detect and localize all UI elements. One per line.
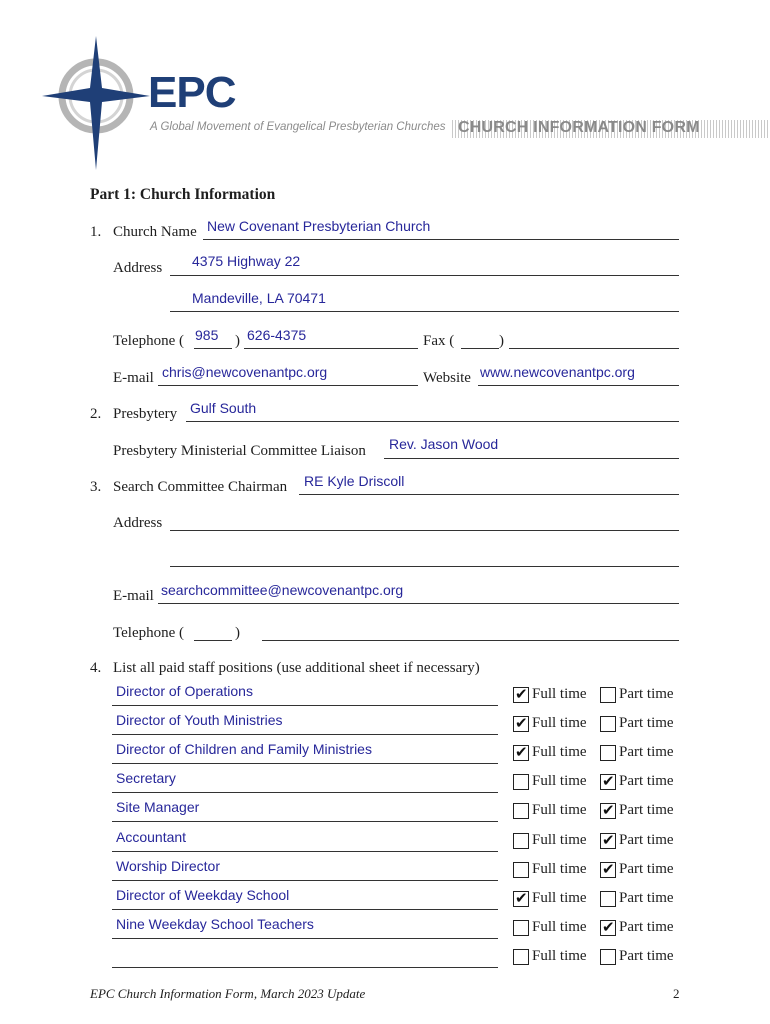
full-time-label: Full time [532,744,587,760]
q3-number: 3. [90,479,102,495]
committee-address-line-2[interactable] [170,566,679,567]
church-name-line [203,239,679,240]
full-time-label: Full time [532,832,587,848]
part-time-label: Part time [619,861,674,877]
staff-position-line [112,734,498,735]
presbytery-field[interactable]: Gulf South [190,400,257,416]
church-name-label: Church Name [113,224,197,240]
part-time-label: Part time [619,744,674,760]
part-time-checkbox[interactable] [600,687,616,703]
church-name-field[interactable]: New Covenant Presbyterian Church [207,218,431,234]
staff-position-field[interactable]: Site Manager [116,799,200,815]
part-time-label: Part time [619,686,674,702]
address-line1-field[interactable]: 4375 Highway 22 [192,253,301,269]
full-time-label: Full time [532,890,587,906]
full-time-checkbox[interactable] [513,833,529,849]
full-time-checkbox[interactable] [513,687,529,703]
chairman-line [299,494,679,495]
page-number: 2 [673,986,680,1001]
full-time-label: Full time [532,802,587,818]
area-code-field[interactable]: 985 [195,327,219,343]
staff-position-line [112,851,498,852]
part-time-checkbox[interactable] [600,891,616,907]
committee-address-line-1[interactable] [170,530,679,531]
q4-number: 4. [90,660,102,676]
committee-email-label: E-mail [113,588,154,604]
staff-position-field[interactable]: Secretary [116,770,176,786]
full-time-checkbox[interactable] [513,862,529,878]
committee-phone-line[interactable] [262,640,679,641]
staff-position-line [112,763,498,764]
checkmark-icon: ✔ [515,743,528,761]
address-line2-field[interactable]: Mandeville, LA 70471 [192,290,326,306]
committee-email-line [158,603,679,604]
full-time-checkbox[interactable] [513,803,529,819]
staff-position-line [112,938,498,939]
chairman-label: Search Committee Chairman [113,479,288,495]
part-time-label: Part time [619,919,674,935]
website-label: Website [423,370,471,386]
checkmark-icon: ✔ [515,685,528,703]
logo-tagline: A Global Movement of Evangelical Presbyterian Churches [150,121,446,133]
footer-text: EPC Church Information Form, March 2023 Update [90,986,366,1001]
form-title: CHURCH INFORMATION FORM [458,119,700,136]
staff-position-line [112,792,498,793]
checkmark-icon: ✔ [515,714,528,732]
full-time-label: Full time [532,919,587,935]
checkmark-icon: ✔ [602,860,615,878]
part-time-checkbox[interactable] [600,716,616,732]
area-code-line [194,348,232,349]
liaison-field[interactable]: Rev. Jason Wood [389,436,499,452]
q2-number: 2. [90,406,102,422]
staff-position-field[interactable]: Director of Children and Family Ministries [116,741,372,757]
epc-logo-wordmark: EPC [148,68,236,117]
website-field[interactable]: www.newcovenantpc.org [480,364,635,380]
presbytery-label: Presbytery [113,406,178,422]
fax-area-line [461,348,499,349]
full-time-checkbox[interactable] [513,774,529,790]
address-line-2 [170,311,679,312]
part-time-checkbox[interactable] [600,745,616,761]
part-time-label: Part time [619,715,674,731]
part-time-checkbox[interactable] [600,949,616,965]
part-time-checkbox[interactable] [600,920,616,936]
part-time-checkbox[interactable] [600,774,616,790]
email-field[interactable]: chris@newcovenantpc.org [162,364,328,380]
q1-number: 1. [90,224,102,240]
full-time-label: Full time [532,948,587,964]
full-time-label: Full time [532,861,587,877]
checkmark-icon: ✔ [602,801,615,819]
full-time-checkbox[interactable] [513,716,529,732]
staff-position-line [112,821,498,822]
committee-telephone-label: Telephone ( [113,625,185,641]
staff-position-field[interactable]: Accountant [116,829,187,845]
part-time-label: Part time [619,773,674,789]
liaison-line [384,458,679,459]
phone-line [244,348,418,349]
website-line [478,385,679,386]
address-label: Address [113,260,163,276]
staff-position-field[interactable]: Nine Weekday School Teachers [116,916,314,932]
part-time-checkbox[interactable] [600,803,616,819]
full-time-label: Full time [532,686,587,702]
telephone-close-paren: ) [235,333,240,349]
telephone-label: Telephone ( [113,333,185,349]
checkmark-icon: ✔ [602,772,615,790]
staff-position-line [112,967,498,968]
committee-email-field[interactable]: searchcommittee@newcovenantpc.org [161,582,404,598]
address-line-1 [170,275,679,276]
part-time-checkbox[interactable] [600,833,616,849]
epc-cross-logo-icon [38,34,154,172]
full-time-checkbox[interactable] [513,920,529,936]
committee-address-label: Address [113,515,163,531]
staff-list-label: List all paid staff positions (use additional sheet if necessary) [113,660,480,676]
full-time-checkbox[interactable] [513,891,529,907]
part-time-checkbox[interactable] [600,862,616,878]
staff-position-field[interactable]: Director of Operations [116,683,253,699]
staff-position-field[interactable]: Director of Youth Ministries [116,712,283,728]
staff-position-line [112,909,498,910]
part1-heading: Part 1: Church Information [90,186,276,203]
fax-label: Fax ( [423,333,455,349]
committee-telephone-close-paren: ) [235,625,240,641]
part-time-label: Part time [619,832,674,848]
full-time-checkbox[interactable] [513,745,529,761]
checkmark-icon: ✔ [602,918,615,936]
part-time-label: Part time [619,890,674,906]
staff-position-line [112,880,498,881]
liaison-label: Presbytery Ministerial Committee Liaison [113,443,366,459]
phone-field[interactable]: 626-4375 [247,327,307,343]
presbytery-line [186,421,679,422]
staff-position-field[interactable]: Director of Weekday School [116,887,290,903]
email-line [158,385,418,386]
full-time-label: Full time [532,773,587,789]
fax-close-paren: ) [499,333,504,349]
part-time-label: Part time [619,802,674,818]
staff-position-field[interactable]: Worship Director [116,858,220,874]
full-time-checkbox[interactable] [513,949,529,965]
checkmark-icon: ✔ [602,831,615,849]
part-time-label: Part time [619,948,674,964]
full-time-label: Full time [532,715,587,731]
checkmark-icon: ✔ [515,889,528,907]
fax-number-line [509,348,679,349]
committee-area-code-line[interactable] [194,640,232,641]
chairman-field[interactable]: RE Kyle Driscoll [304,473,405,489]
staff-position-line [112,705,498,706]
email-label: E-mail [113,370,154,386]
